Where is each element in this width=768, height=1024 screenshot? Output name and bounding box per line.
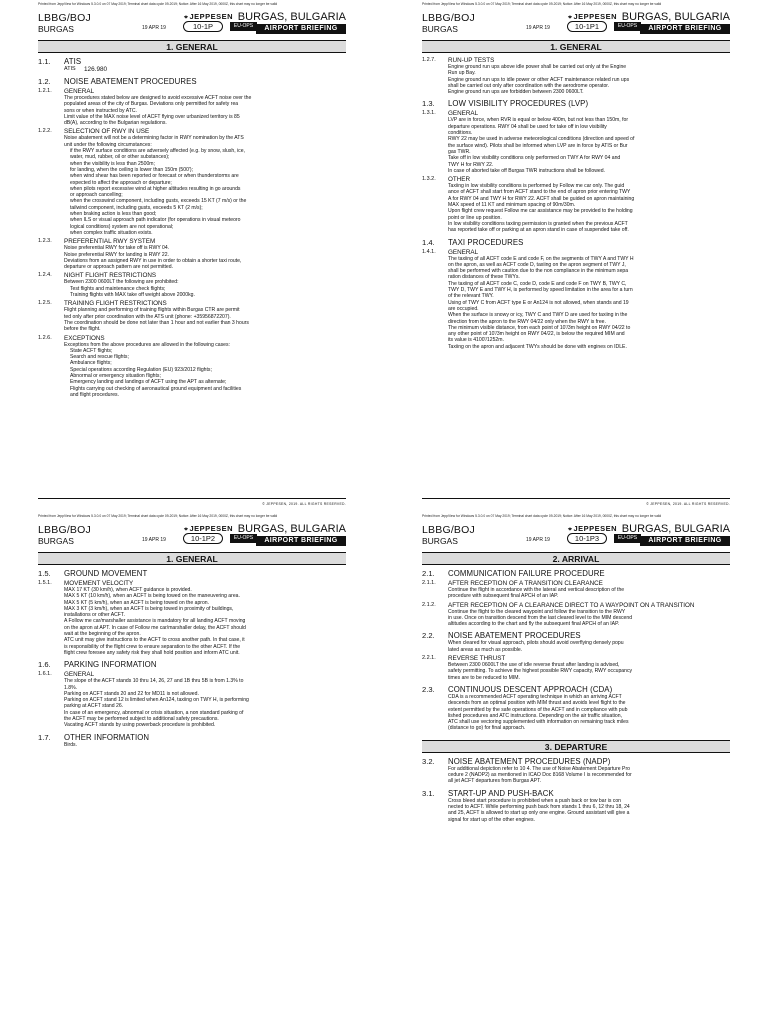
text-line: on the apron at APT. In case of Follow me car/marshaller delay, the ACFT should: [64, 624, 246, 631]
paragraph: [64, 258, 346, 271]
section-heading: [422, 757, 730, 766]
section-title: COMMUNICATION FAILURE PROCEDURE: [448, 569, 605, 578]
section-title: GENERAL: [64, 671, 95, 679]
section-title: NIGHT FLIGHT RESTRICTIONS: [64, 272, 157, 280]
subsection-heading: [422, 655, 730, 662]
atis-frequency: [64, 66, 346, 73]
text-line: The procedures stated below are designed to avoid excessive ACFT noise over the: [64, 95, 252, 101]
chart-date: 19 APR 19: [526, 25, 550, 31]
chart-page-number: 10-1P2: [183, 533, 223, 544]
section-title: OTHER INFORMATION: [64, 732, 150, 742]
text-line: of the relevant TWY.: [448, 293, 494, 300]
text-line: Cross bleed start procedure is prohibited when a push back or tow bar is con: [448, 797, 621, 804]
section-title: GENERAL: [64, 88, 95, 95]
section-title: TAXI PROCEDURES: [448, 237, 524, 247]
chart-page-10-1p: [0, 0, 384, 512]
text-line: its value is 4100'/1252m.: [448, 337, 504, 344]
section-title: REVERSE THRUST: [448, 655, 506, 663]
text-line: Exceptions from the above procedures are allowed in the following cases:: [64, 341, 230, 348]
section-title: GROUND MOVEMENT: [64, 569, 148, 578]
section-number: 1.2.4.: [38, 272, 52, 279]
indented-list: [70, 348, 346, 398]
text-line: Between 2300 0600LT the following are prohibited:: [64, 279, 179, 286]
text-line: Upon flight crew request Follow me car assistance may be provided to the holding: [448, 208, 633, 215]
text-line: State ACFT flights;: [70, 347, 113, 354]
section-title: SELECTION OF RWY IN USE: [64, 128, 150, 136]
chart-header: [38, 10, 346, 40]
text-line: Engine ground run ups to idle power or other ACFT maintenance related run ups: [448, 76, 630, 83]
text-line: unit under the following circumstances:: [64, 141, 152, 148]
text-line: MAX speed of 11 KT and minimum spacing of 90m/30m.: [448, 202, 576, 209]
text-line: altitudes according to the chart and fly the subsequent final APCH of an IAP.: [448, 621, 620, 628]
section-heading: [422, 631, 730, 640]
section-number: 3.1.: [422, 788, 435, 798]
text-line: Parking on ACFT stands 20 and 22 for MD11 is not allowed.: [64, 690, 199, 697]
section-title: EXCEPTIONS: [64, 334, 105, 342]
text-line: ted only after prior coordination with the ATS unit (phone: +35956872207).: [64, 313, 231, 320]
text-line: Flight planning and performing of training flights within Burgas CTR are permit: [64, 307, 240, 314]
text-line: flight crew foresee any safety risk they shall hold position and inform ATC unit.: [64, 649, 240, 656]
text-line: the surface wind). Pilots shall be informed when LVP are in force by ATIS or Bur: [448, 142, 628, 149]
text-line: when ILS or visual approach path indicator (for operations in visual meteoro: [70, 217, 241, 224]
section-heading: [38, 57, 346, 66]
airport-location: BURGAS, BULGARIA: [621, 523, 730, 535]
chart-page-number: 10-1P3: [567, 533, 607, 544]
text-line: nected to ACFT. While performing push back from stands 1 thru 6, 12 thru 18, 24: [448, 803, 630, 810]
jeppesen-logo-icon: ⌖: [184, 526, 189, 533]
text-line: extent permitted by the safe operations of the ACFT and in compliance with pub: [448, 706, 628, 713]
section-heading: [38, 569, 346, 578]
section-title: AFTER RECEPTION OF A TRANSITION CLEARANCE: [448, 580, 603, 587]
airport-code: LBBG/BOJ: [38, 524, 91, 536]
section-heading: [38, 77, 346, 86]
section-number: 1.5.1.: [38, 580, 52, 586]
text-line: 1.8%.: [64, 684, 78, 691]
copyright-notice: © JEPPESEN, 2019. ALL RIGHTS RESERVED.: [646, 502, 730, 506]
text-line: Emergency landing and landings of ACFT using the APT as alternate;: [70, 379, 227, 386]
text-line: A Follow me car/marshaller assistance is mandatory for all landing ACFT moving: [64, 618, 246, 625]
airport-code: LBBG/BOJ: [422, 12, 475, 24]
paragraph: [448, 640, 730, 653]
text-line: When cleared for visual approach, pilots should avoid overflying densely popu: [448, 640, 624, 647]
text-line: on the apron, as well as ACFT code D, taxiing on the apron segment of TWY J,: [448, 261, 626, 268]
paragraph: [64, 587, 346, 656]
text-line: before the flight.: [64, 326, 101, 333]
text-line: Birds.: [64, 741, 78, 748]
footer-rule: [38, 498, 346, 499]
text-line: TWY D, TWY E and TWY H, is performed by speed limitation in the area for a turn: [448, 287, 633, 294]
text-line: sons or when instructed by ATC.: [64, 107, 137, 114]
section-number: 1.6.: [38, 660, 51, 670]
text-line: direction from the apron to the RWY 04/22 only when the RWY is free.: [448, 318, 606, 325]
section-title: GENERAL: [448, 248, 479, 256]
paragraph: [448, 766, 730, 785]
paragraph: [448, 64, 730, 95]
eu-ops-badge: EU-OPS: [614, 534, 641, 543]
chart-page-number: 10-1P1: [567, 21, 607, 32]
text-line: Special operations according Regulation (EU) 923/2012 flights;: [70, 366, 212, 373]
text-line: for landing, when the ceiling is lower than 150m (500');: [70, 166, 194, 173]
paragraph: [448, 587, 730, 600]
airport-city: BURGAS: [38, 24, 74, 34]
paragraph: [448, 117, 730, 174]
text-line: MAX 17 KT (30 km/h), when ACFT guidance is provided.: [64, 587, 192, 593]
section-number: 1.6.1.: [38, 671, 52, 678]
text-line: any other point of 10'/3m height on RWY 04/22, is below the required MIM and: [448, 331, 625, 338]
section-number: 1.7.: [38, 732, 51, 742]
text-line: has reported take off or parking at an apron stand in case of suspended take off.: [448, 227, 629, 234]
indented-list: [70, 286, 346, 299]
text-line: are occupied.: [448, 305, 479, 312]
paragraph: [448, 798, 730, 823]
subsection-heading: [38, 272, 346, 279]
jeppesen-brand: JEPPESEN: [189, 12, 234, 21]
text-line: when complex traffic situation exists.: [70, 229, 153, 236]
section-number: 1.2.: [38, 77, 51, 86]
text-line: For additional depiction refer to 10 4. The use of Noise Abatement Departure Pro: [448, 765, 630, 772]
subsection-heading: [38, 300, 346, 307]
text-line: In case of an emergency, abnormal or crisis situation, a non standard parking of: [64, 709, 244, 716]
section-title: CONTINUOUS DESCENT APPROACH (CDA): [448, 684, 613, 694]
jeppesen-brand: JEPPESEN: [573, 524, 618, 533]
text-line: Abnormal or emergency situation flights;: [70, 372, 161, 379]
section-heading: [422, 685, 730, 694]
section-title: RUN-UP TESTS: [448, 57, 495, 64]
text-line: signal for start up of the other engines.: [448, 816, 535, 823]
text-line: The coordination should be done not later than 1 hour and not earlier than 3 hours: [64, 319, 249, 326]
page-body: [38, 569, 346, 748]
chart-header: [38, 522, 346, 552]
text-line: TWY H for RWY 22.: [448, 161, 494, 168]
eu-ops-badge: EU-OPS: [614, 22, 641, 31]
paragraph: [448, 609, 730, 628]
text-line: Run up Bay.: [448, 70, 476, 77]
text-line: departure operations. RWY 04 shall be used for take off in low visibility: [448, 123, 607, 130]
section-title: PREFERENTIAL RWY SYSTEM: [64, 238, 156, 246]
text-line: The taxiing of all ACFT code C, code D, code E and code F on TWY B, TWY C,: [448, 280, 627, 287]
jeppesen-logo-icon: ⌖: [184, 14, 189, 21]
text-line: the ACFT may be performed subject to additional safety precautions.: [64, 716, 219, 723]
paragraph: [64, 114, 346, 127]
eu-ops-badge: EU-OPS: [230, 22, 257, 31]
text-line: if the RWY surface conditions are adversely affected (e.g. by snow, slush, ice,: [70, 148, 245, 155]
airport-city: BURGAS: [38, 536, 74, 546]
text-line: Taxiing in low visibility conditions is performed by Follow me car only. The guid: [448, 183, 625, 190]
section-number: 2.2.: [422, 631, 435, 641]
airport-briefing-label: AIRPORT BRIEFING: [256, 24, 346, 34]
text-line: MAX 5 KT (10 km/h), when an ACFT is being towed on the maneuvering area.: [64, 593, 240, 600]
section-heading: [422, 789, 730, 798]
text-line: departure or approach pattern are not permitted.: [64, 264, 174, 271]
chart-date: 19 APR 19: [526, 537, 550, 543]
chart-page-10-1p1: [384, 0, 768, 512]
subsection-heading: [422, 580, 730, 587]
section-title: GENERAL: [448, 110, 479, 118]
subsection-heading: [422, 57, 730, 64]
paragraph: [448, 694, 730, 732]
chart-header: [422, 10, 730, 40]
text-line: and flight procedures.: [70, 391, 119, 398]
section-number: 1.3.1.: [422, 110, 436, 117]
paragraph: [64, 135, 346, 148]
jeppesen-logo-icon: ⌖: [568, 526, 573, 533]
text-line: Between 2300 0600LT the use of idle reverse thrust after landing is advised,: [448, 662, 620, 669]
airport-city: BURGAS: [422, 24, 458, 34]
airport-code: LBBG/BOJ: [422, 524, 475, 536]
airport-location: BURGAS, BULGARIA: [237, 11, 346, 23]
text-line: point or line up position.: [448, 214, 502, 221]
page-body: [422, 569, 730, 823]
airport-location: BURGAS, BULGARIA: [621, 11, 730, 23]
section-number: 1.4.: [422, 237, 435, 247]
section-band: 1. GENERAL: [38, 40, 346, 53]
text-line: shall be carried out only after coordination with the aerodrome operator.: [448, 82, 610, 89]
text-line: Continue the flight to the cleared waypoint and follow the transition to the RWY: [448, 608, 626, 615]
section-number: 1.5.: [38, 569, 51, 578]
text-line: Training flights with MAX take off weight above 2000kg.: [70, 292, 195, 299]
section-band: 1. GENERAL: [422, 40, 730, 53]
section-heading: [422, 238, 730, 247]
text-line: or approach cancelling;: [70, 192, 123, 199]
printed-notice: Printed from JeppView for Windows 5.3.0.0 on 07 May 2019; Terminal chart data cycle 09-2019; Notice: After 16 May 2019, 0000Z, this chart may no longer be valid: [422, 514, 662, 518]
section-number: 1.2.2.: [38, 128, 52, 135]
text-line: When the surface is snowy or icy, TWY C and TWY D are used for taxiing in the: [448, 312, 628, 319]
section-number: 2.2.1.: [422, 655, 436, 662]
page-body: [422, 57, 730, 350]
section-number: 1.2.5.: [38, 300, 52, 307]
section-band: 1. GENERAL: [38, 552, 346, 565]
airport-briefing-label: AIRPORT BRIEFING: [640, 24, 730, 34]
text-line: The taxiing of all ACFT code E and code F, on the segments of TWY A and TWY H: [448, 255, 634, 262]
text-line: In low visibility conditions taxiing permission is granted when the previous ACFT: [448, 220, 628, 227]
text-line: (distance to go) for final approach.: [448, 725, 526, 732]
airport-location: BURGAS, BULGARIA: [237, 523, 346, 535]
text-line: Continue the flight in accordance with the lateral and vertical description of the: [448, 587, 625, 593]
text-line: procedure with subsequent final APCH of an IAP.: [448, 593, 559, 600]
jeppesen-brand: JEPPESEN: [189, 524, 234, 533]
subsection-heading: [38, 671, 346, 678]
atis-label: ATIS: [64, 66, 76, 72]
subsection-heading: [38, 88, 346, 95]
subsection-heading: [38, 128, 346, 135]
section-number: 2.1.: [422, 569, 435, 578]
text-line: Limit value of the MAX noise level of ACFT flying over urbanized territory is 85: [64, 113, 240, 120]
text-line: conditions.: [448, 130, 473, 137]
text-line: Noise abatement will not be a determining factor in RWY nomination by the ATS: [64, 135, 244, 142]
section-number: 1.3.2.: [422, 176, 436, 183]
subsection-heading: [38, 335, 346, 342]
page-body: [38, 57, 346, 398]
section-number: 2.1.2.: [422, 601, 436, 608]
text-line: ATC unit may give instructions to the ACFT to cross another path. In that case, it: [64, 637, 245, 644]
section-heading: [422, 99, 730, 108]
airport-city: BURGAS: [422, 536, 458, 546]
text-line: The minimum visible distance, from each point of 10'/3m height on RWY 04/22 to: [448, 324, 631, 331]
text-line: Using of TWY C from ACFT type E or An124 is not allowed, when stands and 19: [448, 299, 629, 306]
section-number: 1.2.3.: [38, 238, 52, 245]
paragraph: [64, 95, 346, 114]
eu-ops-badge: EU-OPS: [230, 534, 257, 543]
text-line: Vacating ACFT stands by using powerback procedure is prohibited.: [64, 722, 216, 729]
text-line: when wind shear has been reported or forecast or when thunderstorms are: [70, 173, 239, 180]
text-line: shall be performed with caution due to the non compliance in the minimum sepa: [448, 268, 629, 275]
text-line: A for RWY 04 and TWY H for RWY 22. ACFT shall be guided on apron maintaining: [448, 195, 635, 202]
paragraph: [448, 256, 730, 350]
printed-notice: Printed from JeppView for Windows 5.3.0.0 on 07 May 2019; Terminal chart data cycle 09-2019; Notice: After 16 May 2019, 0000Z, this chart may no longer be valid: [38, 2, 278, 6]
text-line: logical conditions) system are not operational;: [70, 223, 174, 230]
text-line: descends from an optimal position with MIM thrust and avoids level flight to the: [448, 700, 626, 707]
section-number: 1.4.1.: [422, 248, 436, 255]
section-title: NOISE ABATEMENT PROCEDURES (NADP): [448, 756, 611, 766]
paragraph: [64, 678, 346, 728]
subsection-heading: [422, 176, 730, 183]
section-number: 2.3.: [422, 684, 435, 694]
text-line: Engine ground run ups are forbidden between 2300 0600LT.: [448, 89, 584, 96]
subsection-heading: [38, 580, 346, 587]
subsection-heading: [422, 602, 730, 609]
section-band: 3. DEPARTURE: [422, 740, 730, 753]
text-line: wait at the beginning of the apron.: [64, 631, 141, 638]
copyright-notice: © JEPPESEN, 2019. ALL RIGHTS RESERVED.: [262, 502, 346, 506]
text-line: Search and rescue flights;: [70, 354, 129, 361]
section-title: ATIS: [64, 57, 82, 66]
section-heading: [38, 660, 346, 669]
chart-date: 19 APR 19: [142, 537, 166, 543]
section-title: TRAINING FLIGHT RESTRICTIONS: [64, 300, 167, 308]
text-line: MAX 3 KT (3 km/h), when an ACFT is being towed in proximity of buildings,: [64, 605, 234, 612]
text-line: lated areas as much as possible.: [448, 646, 523, 653]
text-line: Ambulance flights;: [70, 360, 112, 367]
section-number: 3.2.: [422, 756, 435, 766]
section-number: 1.3.: [422, 99, 435, 109]
text-line: gas TWR.: [448, 148, 471, 155]
text-line: installations or other ACFT.: [64, 612, 125, 619]
text-line: In case of aborted take off Burgas TWR instructions shall be followed.: [448, 167, 605, 174]
airport-code: LBBG/BOJ: [38, 12, 91, 24]
chart-page-10-1p3: [384, 512, 768, 1024]
text-line: tailwind component, including gusts, exceeds 5 KT (2 m/s);: [70, 204, 203, 211]
text-line: LVP are in force, when RVR is equal or below 400m, but not less than 150m, for: [448, 117, 629, 124]
section-title: OTHER: [448, 176, 471, 184]
text-line: when the crosswind component, including gusts, exceeds 15 KT (7 m/s) or the: [70, 198, 247, 205]
section-number: 1.2.6.: [38, 334, 52, 341]
text-line: safety permitting. To achieve the highest possible RWY capacity, RWY occupancy: [448, 668, 633, 675]
text-line: ATC shall use vectoring supplemented with information on remaining track miles: [448, 719, 629, 726]
section-number: 1.1.: [38, 57, 51, 66]
text-line: water, mud, rubber, oil or other substances);: [70, 154, 170, 161]
text-line: parking at ACFT stand 26.: [64, 703, 124, 710]
subsection-heading: [38, 238, 346, 245]
airport-briefing-label: AIRPORT BRIEFING: [256, 536, 346, 546]
jeppesen-logo-icon: ⌖: [568, 14, 573, 21]
text-line: The slope of the ACFT stands 10 thru 14, 26, 27 and 1B thru 5B is from 1.3% to: [64, 678, 244, 685]
section-title: NOISE ABATEMENT PROCEDURES: [64, 77, 197, 86]
paragraph: [448, 662, 730, 681]
section-heading: [38, 733, 346, 742]
paragraph: [64, 245, 346, 258]
text-line: lished procedures and ATC instructions. Depending on the air traffic situation,: [448, 712, 622, 719]
section-number: 1.2.1.: [38, 88, 52, 94]
text-line: when braking action is less than good;: [70, 211, 157, 218]
text-line: RWY 22 may be used in adverse meteorological conditions (direction and speed of: [448, 136, 635, 143]
text-line: in use. Once on transition descend from the last cleared level to the MIM descend: [448, 614, 633, 621]
text-line: populated areas of the city of Burgas. Deviations only permitted for safety rea: [64, 101, 239, 108]
section-title: START-UP AND PUSH-BACK: [448, 788, 554, 798]
subsection-heading: [422, 249, 730, 256]
section-number: 2.1.1.: [422, 580, 436, 586]
paragraph: [64, 742, 346, 748]
text-line: Parking on ACFT stand 12 is limited when An124, taxiing on TWY H, is performing: [64, 697, 249, 704]
paragraph: [64, 307, 346, 332]
chart-header: [422, 522, 730, 552]
jeppesen-brand: JEPPESEN: [573, 12, 618, 21]
footer-rule: [422, 498, 730, 499]
text-line: Deviations from an assigned RWY in use in order to obtain a shorter taxi route,: [64, 257, 242, 264]
text-line: Noise preferential RWY for take off is RWY 04.: [64, 245, 170, 252]
section-title: AFTER RECEPTION OF A CLEARANCE DIRECT TO A WAYPOINT ON A TRANSITION: [448, 601, 695, 609]
text-line: expected to affect the approach or departure;: [70, 179, 172, 186]
text-line: cedure 2 (NADP2) as mentioned in ICAO Doc 8168 Volume I is recommended for: [448, 772, 632, 779]
text-line: is responsibility of the flight crew to ensure separation to the other ACFT. If the: [64, 643, 241, 650]
chart-date: 19 APR 19: [142, 25, 166, 31]
subsection-heading: [422, 110, 730, 117]
section-number: 1.2.7.: [422, 57, 436, 63]
text-line: MAX 5 KT (5 km/h), when an ACFT is being towed on the apron.: [64, 599, 210, 606]
text-line: Take off in low visibility conditions only performed on TWY A for RWY 04 and: [448, 155, 621, 162]
section-title: PARKING INFORMATION: [64, 660, 157, 670]
chart-page-10-1p2: [0, 512, 384, 1024]
airport-briefing-label: AIRPORT BRIEFING: [640, 536, 730, 546]
section-title: LOW VISIBILITY PROCEDURES (LVP): [448, 99, 589, 109]
text-line: ration distances of these TWYs.: [448, 274, 520, 281]
text-line: ance of ACFT shall start from ACFT stand to the end of apron prior entering TWY: [448, 189, 631, 196]
indented-list: [70, 148, 346, 236]
section-title: MOVEMENT VELOCITY: [64, 580, 134, 587]
text-line: dB(A), according to the Bulgarian regulations.: [64, 120, 167, 127]
text-line: Flights carrying out checking of aeronautical ground equipment and facilities: [70, 385, 242, 392]
text-line: when pilots report excessive wind at higher altitudes resulting in go arounds: [70, 185, 241, 192]
section-title: NOISE ABATEMENT PROCEDURES: [448, 631, 581, 641]
text-line: CDA is a recommended ACFT operating technique in which an arriving ACFT: [448, 693, 622, 700]
paragraph: [448, 183, 730, 233]
text-line: Taxiing on the apron and adjacent TWYs should be done with engines on IDLE.: [448, 343, 627, 350]
section-band: 2. ARRIVAL: [422, 552, 730, 565]
printed-notice: Printed from JeppView for Windows 5.3.0.0 on 07 May 2019; Terminal chart data cycle 09-2019; Notice: After 16 May 2019, 0000Z, this chart may no longer be valid: [38, 514, 278, 518]
printed-notice: Printed from JeppView for Windows 5.3.0.0 on 07 May 2019; Terminal chart data cycle 09-2019; Notice: After 16 May 2019, 0000Z, this chart may no longer be valid: [422, 2, 662, 6]
text-line: when the visibility is less than 2500m;: [70, 160, 155, 167]
text-line: and 25, ACFT is allowed to start up only one engine. Ground assistant will give a: [448, 810, 630, 817]
chart-page-number: 10-1P: [183, 21, 223, 32]
text-line: times are to be reduced to MIM.: [448, 674, 520, 681]
text-line: Engine ground run ups above idle power shall be carried out only at the Engine: [448, 64, 627, 70]
text-line: Test flights and maintenance check flights;: [70, 285, 166, 292]
text-line: Noise preferential RWY for landing is RWY 22.: [64, 251, 169, 258]
atis-value: 126.980: [84, 66, 108, 73]
section-heading: [422, 569, 730, 578]
text-line: all jet ACFT departures from Burgas APT.: [448, 778, 542, 785]
